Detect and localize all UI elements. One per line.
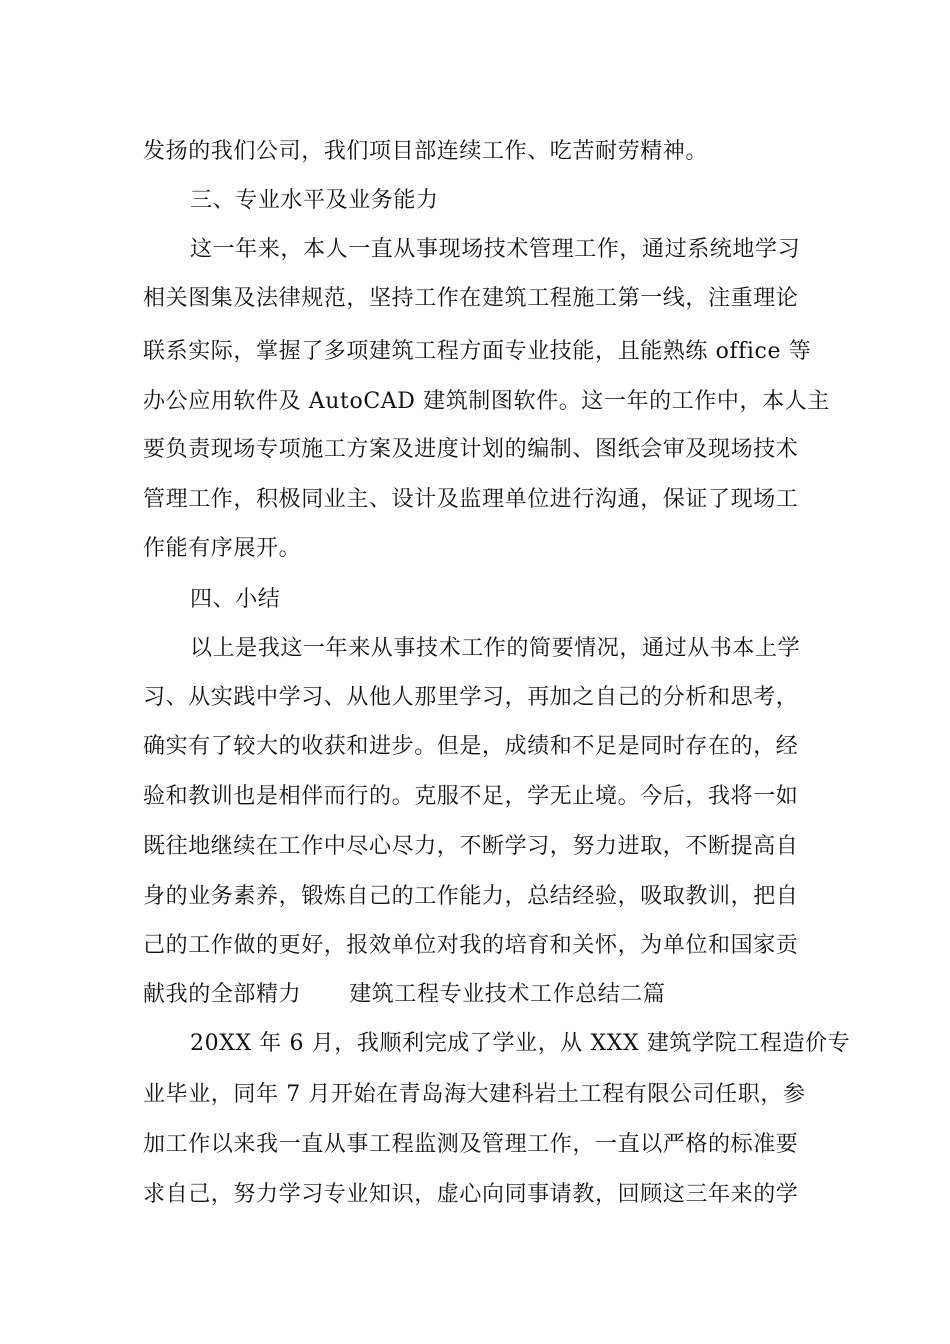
body-line-with-title <box>143 970 813 1020</box>
body-line: 20XX 年 6 月，我顺利完成了学业，从 XXX 建筑学院工程造价专 <box>190 1031 851 1056</box>
document-title: 建筑工程专业技术工作总结二篇 <box>349 982 666 1007</box>
body-line: 管理工作，积极同业主、设计及监理单位进行沟通，保证了现场工 <box>143 487 799 512</box>
body-line: 相关图集及法律规范，坚持工作在建筑工程施工第一线，注重理论 <box>143 286 799 311</box>
body-line: 要负责现场专项施工方案及进度计划的编制、图纸会审及现场技术 <box>143 437 799 462</box>
body-line: 确实有了较大的收获和进步。但是，成绩和不足是同时存在的，经 <box>143 734 799 759</box>
section-heading: 四、小结 <box>190 587 281 612</box>
body-line: 身的业务素养，锻炼自己的工作能力，总结经验，吸取教训，把自 <box>143 884 799 909</box>
body-line-end: 献我的全部精力 <box>143 982 302 1007</box>
body-line: 业毕业，同年 7 月开始在青岛海大建科岩土工程有限公司任职，参 <box>143 1082 806 1107</box>
body-line: 联系实际，掌握了多项建筑工程方面专业技能，且能熟练 office 等 <box>143 339 812 364</box>
body-line: 求自己，努力学习专业知识，虚心向同事请教，回顾这三年来的学 <box>143 1182 799 1207</box>
body-line: 发扬的我们公司，我们项目部连续工作、吃苦耐劳精神。 <box>143 139 709 164</box>
body-line: 己的工作做的更好，报效单位对我的培育和关怀，为单位和国家贡 <box>143 933 799 958</box>
body-line: 既往地继续在工作中尽心尽力，不断学习，努力进取，不断提高自 <box>143 834 799 859</box>
body-line: 习、从实践中学习、从他人那里学习，再加之自己的分析和思考， <box>143 685 799 710</box>
body-line: 作能有序展开。 <box>143 536 302 561</box>
body-line: 以上是我这一年来从事技术工作的简要情况，通过从书本上学 <box>190 636 801 661</box>
section-heading: 三、专业水平及业务能力 <box>190 188 439 213</box>
body-line: 加工作以来我一直从事工程监测及管理工作，一直以严格的标准要 <box>143 1132 799 1157</box>
body-line: 验和教训也是相伴而行的。克服不足，学无止境。今后，我将一如 <box>143 784 799 809</box>
body-line: 办公应用软件及 AutoCAD 建筑制图软件。这一年的工作中，本人主 <box>143 389 830 414</box>
body-line: 这一年来，本人一直从事现场技术管理工作，通过系统地学习 <box>190 237 801 262</box>
